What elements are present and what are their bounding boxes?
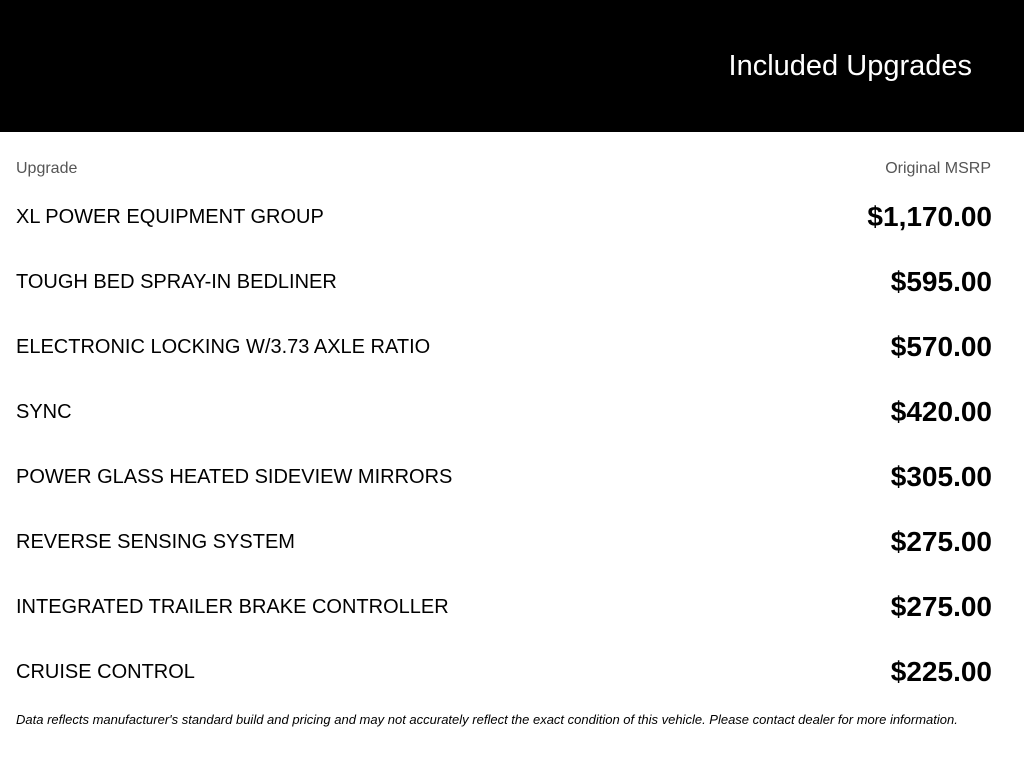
- header-banner: [0, 0, 1024, 132]
- list-item: [16, 455, 992, 520]
- list-item: [16, 390, 992, 455]
- upgrade-price: $275.00: [890, 526, 992, 557]
- page-title: Included Upgrades: [728, 50, 972, 82]
- column-headers: [16, 160, 991, 180]
- upgrade-name: REVERSE SENSING SYSTEM: [16, 531, 295, 553]
- upgrade-price: $305.00: [890, 461, 992, 492]
- upgrade-price: $570.00: [890, 331, 992, 362]
- upgrade-name: INTEGRATED TRAILER BRAKE CONTROLLER: [16, 596, 449, 618]
- upgrade-name: TOUGH BED SPRAY-IN BEDLINER: [16, 271, 337, 293]
- upgrade-name: CRUISE CONTROL: [16, 661, 195, 683]
- upgrade-name: ELECTRONIC LOCKING W/3.73 AXLE RATIO: [16, 336, 431, 358]
- list-item: [16, 325, 992, 390]
- upgrade-name: XL POWER EQUIPMENT GROUP: [16, 206, 324, 228]
- list-item: [16, 195, 992, 260]
- column-header-upgrade: Upgrade: [16, 160, 78, 177]
- column-header-msrp: Original MSRP: [885, 160, 991, 177]
- upgrade-price: $595.00: [890, 266, 992, 297]
- upgrade-price: $275.00: [890, 591, 992, 622]
- list-item: [16, 520, 992, 585]
- list-item: [16, 585, 992, 650]
- list-item: [16, 650, 992, 715]
- upgrade-name: POWER GLASS HEATED SIDEVIEW MIRRORS: [16, 466, 453, 488]
- upgrade-price: $1,170.00: [867, 201, 992, 232]
- upgrade-name: SYNC: [16, 401, 72, 423]
- upgrades-list: [16, 195, 992, 715]
- upgrade-price: $420.00: [890, 396, 992, 427]
- list-item: [16, 260, 992, 325]
- upgrade-price: $225.00: [890, 656, 992, 687]
- disclaimer-text: Data reflects manufacturer's standard build and pricing and may not accurately reflect the exact condition of this vehicle. Please contact dealer for more information.: [16, 712, 958, 727]
